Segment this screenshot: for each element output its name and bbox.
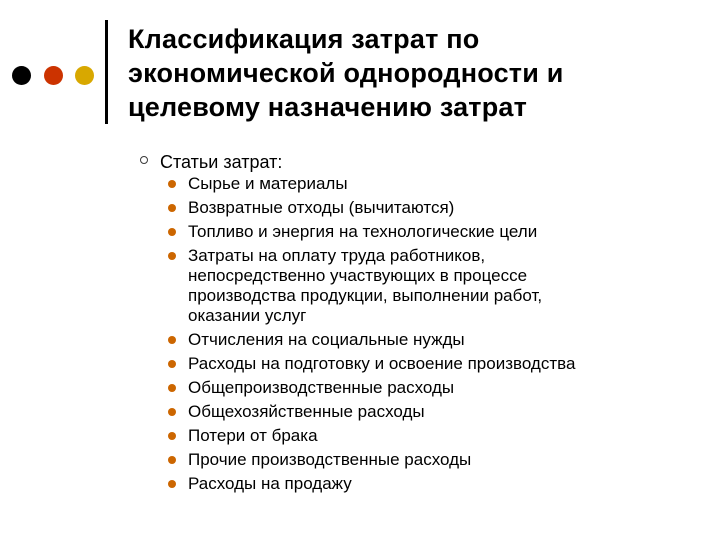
bullet-icon xyxy=(168,228,176,236)
list-item-text: оказании услуг xyxy=(188,306,307,325)
list-item-text: Потери от брака xyxy=(188,426,318,445)
list-item-text: Расходы на продажу xyxy=(188,474,352,493)
list-item-text: Топливо и энергия на технологические цели xyxy=(188,222,538,241)
bullet-icon xyxy=(168,204,176,212)
decorative-dots xyxy=(12,66,102,86)
ring-bullet-icon xyxy=(140,156,148,164)
title-line: экономической однородности и xyxy=(128,58,564,88)
slide-title xyxy=(128,22,708,124)
list-item xyxy=(188,198,710,218)
bullet-icon xyxy=(168,480,176,488)
list-item xyxy=(188,330,710,350)
title-line: Классификация затрат по xyxy=(128,24,480,54)
list-item xyxy=(188,426,710,446)
list-item xyxy=(188,450,710,470)
bullet-icon xyxy=(168,384,176,392)
list-item-text: Сырье и материалы xyxy=(188,174,348,193)
list-item-text: Общепроизводственные расходы xyxy=(188,378,455,397)
list-item-text: Расходы на подготовку и освоение производства xyxy=(188,354,576,373)
list-item-text: Общехозяйственные расходы xyxy=(188,402,425,421)
yellow-dot-icon xyxy=(75,66,94,85)
bullet-icon xyxy=(168,456,176,464)
bullet-icon xyxy=(168,252,176,260)
cost-items-list xyxy=(140,174,710,494)
bullet-icon xyxy=(168,180,176,188)
list-item-text: Затраты на оплату труда работников, xyxy=(188,246,486,265)
slide-body xyxy=(140,150,710,498)
list-item-text: производства продукции, выполнении работ, xyxy=(188,286,543,305)
list-item xyxy=(188,174,710,194)
title-divider xyxy=(105,20,108,124)
bullet-icon xyxy=(168,408,176,416)
bullet-icon xyxy=(168,432,176,440)
list-item-text: непосредственно участвующих в процессе xyxy=(188,266,528,285)
list-item xyxy=(188,378,710,398)
black-dot-icon xyxy=(12,66,31,85)
list-item-text: Возвратные отходы (вычитаются) xyxy=(188,198,455,217)
list-item xyxy=(188,246,710,326)
section-heading-text: Статьи затрат: xyxy=(160,152,283,172)
list-item xyxy=(188,402,710,422)
bullet-icon xyxy=(168,336,176,344)
list-item-text: Прочие производственные расходы xyxy=(188,450,472,469)
bullet-icon xyxy=(168,360,176,368)
list-item xyxy=(188,354,710,374)
list-item-text: Отчисления на социальные нужды xyxy=(188,330,465,349)
list-item xyxy=(188,474,710,494)
list-item xyxy=(188,222,710,242)
red-dot-icon xyxy=(44,66,63,85)
title-line: целевому назначению затрат xyxy=(128,92,528,122)
section-heading xyxy=(140,150,710,174)
